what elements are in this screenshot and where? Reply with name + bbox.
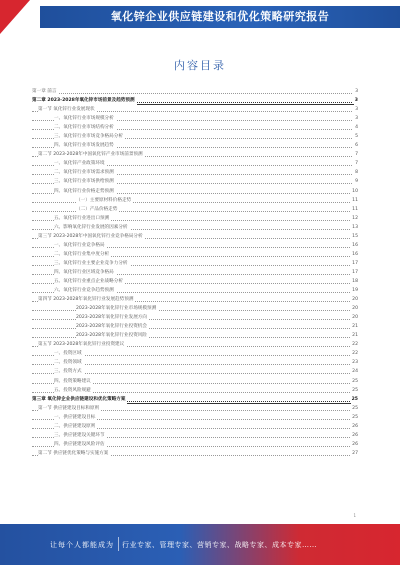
toc-entry[interactable] — [32, 277, 358, 286]
toc-entry-page: 4 — [355, 125, 358, 131]
toc-entry-label: 第一章 前言 — [32, 89, 57, 94]
toc-entry-label: 第二章 2023-2028年氧化锌市场前景及趋势预测 — [32, 98, 135, 104]
toc-entry[interactable] — [32, 395, 358, 404]
toc-entry-page: 11 — [352, 206, 358, 212]
report-title: 氧化锌企业供应链建设和优化策略研究报告 — [110, 10, 330, 23]
toc-entry-label: 第四节 2023-2028年氧化锌行业发展趋势预测 — [38, 297, 134, 303]
toc-entry[interactable] — [32, 349, 358, 358]
toc-entry-page: 3 — [355, 89, 358, 94]
toc-entry-label: 三、投资方式 — [54, 369, 82, 375]
toc-entry[interactable] — [32, 422, 358, 431]
toc-entry[interactable] — [32, 250, 358, 259]
toc-entry-label: 第二节 2023-2028年中国氧化锌产业市场前景预测 — [38, 152, 143, 158]
toc-entry-page: 26 — [352, 423, 358, 429]
toc-entry-page: 25 — [352, 405, 358, 411]
toc-entry-label: 三、氧化锌行业市场竞争格局分析 — [54, 134, 123, 140]
toc-entry[interactable] — [32, 322, 358, 331]
table-of-contents — [32, 87, 358, 458]
toc-leader-dots — [32, 93, 352, 94]
toc-entry[interactable] — [32, 313, 358, 322]
toc-entry[interactable] — [32, 268, 358, 277]
toc-entry-label: 二、供应链建设原则 — [54, 423, 96, 429]
toc-entry-page: 16 — [352, 242, 358, 248]
toc-entry-label: 四、氧化锌行业价格走势预测 — [54, 188, 114, 194]
toc-entry-label: 四、投资策略建议 — [54, 378, 91, 384]
toc-entry[interactable] — [32, 196, 358, 205]
toc-entry-label: 五、投资风险规避 — [54, 387, 91, 393]
footer-divider — [118, 537, 119, 551]
toc-entry-page: 22 — [352, 351, 358, 357]
toc-entry-page: 16 — [352, 251, 358, 257]
toc-entry-page: 25 — [352, 378, 358, 384]
toc-entry-page: 25 — [352, 414, 358, 420]
toc-entry-label: 第二节 供应链优化策略与实施方案 — [38, 450, 109, 456]
toc-entry-page: 3 — [354, 98, 358, 104]
toc-entry-label: 六、影响氧化锌行业发展的因素分析 — [54, 224, 128, 230]
toc-entry-label: 三、供应链建设关键环节 — [54, 432, 105, 438]
toc-entry-page: 11 — [352, 197, 358, 203]
toc-entry[interactable] — [32, 440, 358, 449]
toc-entry-label: 2023-2028年氧化锌行业投资机会 — [76, 324, 147, 330]
toc-entry[interactable] — [32, 413, 358, 422]
toc-entry-label: 四、氧化锌行业市场发展趋势 — [54, 143, 114, 149]
toc-entry[interactable] — [32, 286, 358, 295]
toc-entry[interactable] — [32, 141, 358, 150]
toc-entry[interactable] — [32, 114, 358, 123]
toc-entry-page: 27 — [352, 450, 358, 456]
toc-entry-label: 二、氧化锌行业市场结构分析 — [54, 125, 114, 131]
toc-entry-label: 六、氧化锌行业竞争趋势预测 — [54, 288, 114, 294]
toc-entry-page: 7 — [355, 152, 358, 158]
toc-entry-page: 22 — [352, 342, 358, 348]
toc-entry-label: 二、投资领域 — [54, 360, 82, 366]
toc-entry-label: 一、投资区域 — [54, 351, 82, 357]
toc-entry[interactable] — [32, 241, 358, 250]
toc-entry[interactable] — [32, 340, 358, 349]
toc-entry-page: 10 — [352, 188, 358, 194]
toc-entry[interactable] — [32, 232, 358, 241]
toc-entry-label: 三、氧化锌行业市场供给预测 — [54, 179, 114, 185]
toc-entry[interactable] — [32, 132, 358, 141]
toc-entry[interactable] — [32, 168, 358, 177]
toc-entry-label: 一、供应链建设目标 — [54, 414, 96, 420]
report-header — [0, 0, 400, 36]
toc-entry-label: 二、氧化锌行业市场需求预测 — [54, 170, 114, 176]
toc-entry-label: 四、供应链建设风险评估 — [54, 441, 105, 447]
toc-entry-page: 6 — [355, 143, 358, 149]
toc-entry[interactable] — [32, 105, 358, 114]
toc-entry-label: 2023-2028年氧化锌行业市场规模预测 — [76, 306, 157, 312]
toc-entry-page: 25 — [351, 396, 358, 402]
toc-entry-label: 第一节 氧化锌行业发展现状 — [38, 107, 95, 113]
toc-entry-page: 3 — [355, 116, 358, 122]
toc-entry[interactable] — [32, 96, 358, 105]
header-red-corner — [0, 0, 30, 34]
toc-entry[interactable] — [32, 223, 358, 232]
toc-entry[interactable] — [32, 87, 358, 96]
toc-entry-label: 三、氧化锌行业主要企业竞争力分析 — [54, 260, 128, 266]
toc-entry-page: 20 — [352, 297, 358, 303]
toc-entry[interactable] — [32, 331, 358, 340]
toc-entry-page: 15 — [352, 233, 358, 239]
toc-entry-label: 2023-2028年氧化锌行业发展方向 — [76, 315, 147, 321]
footer-expert-list: 行业专家、管理专家、营销专家、战略专家、成本专家…… — [122, 541, 317, 549]
toc-entry-label: （二）产品价格走势 — [76, 206, 118, 212]
toc-entry[interactable] — [32, 187, 358, 196]
toc-entry-label: 四、氧化锌行业区域竞争格局 — [54, 269, 114, 275]
toc-entry[interactable] — [32, 431, 358, 440]
toc-entry-label: （一）主要原材料价格走势 — [76, 197, 132, 203]
toc-entry-page: 25 — [352, 387, 358, 393]
toc-entry[interactable] — [32, 377, 358, 386]
toc-entry-label: 一、氧化锌行业竞争格局 — [54, 242, 105, 248]
toc-entry-label: 五、氧化锌行业重点企业战略分析 — [54, 278, 123, 284]
toc-entry[interactable] — [32, 123, 358, 132]
toc-entry[interactable] — [32, 367, 358, 376]
toc-entry-page: 8 — [355, 170, 358, 176]
toc-entry[interactable] — [32, 449, 358, 458]
toc-entry-page: 23 — [352, 360, 358, 366]
toc-entry-page: 17 — [352, 269, 358, 275]
toc-entry-page: 21 — [352, 333, 358, 339]
toc-entry-page: 26 — [352, 441, 358, 447]
toc-entry-page: 24 — [352, 369, 358, 375]
toc-entry-label: 第一节 供应链建设目标和原则 — [38, 405, 100, 411]
toc-entry[interactable] — [32, 177, 358, 186]
toc-entry-label: 第五节 2023-2028年氧化锌行业投资建议 — [38, 342, 125, 348]
toc-entry[interactable] — [32, 205, 358, 214]
toc-entry-page: 3 — [355, 107, 358, 113]
toc-entry[interactable] — [32, 259, 358, 268]
toc-entry-page: 21 — [352, 324, 358, 330]
toc-entry-page: 7 — [355, 161, 358, 167]
toc-entry-label: 第三节 2023-2028年中国氧化锌行业竞争格局分析 — [38, 233, 143, 239]
toc-entry[interactable] — [32, 150, 358, 159]
toc-entry-label: 五、氧化锌行业进出口预测 — [54, 215, 110, 221]
toc-entry-label: 第三章 氧化锌企业供应链建设和优化策略方案 — [32, 396, 126, 402]
toc-entry-page: 13 — [352, 224, 358, 230]
toc-entry-label: 2023-2028年氧化锌行业投资风险 — [76, 333, 147, 339]
toc-entry-page: 18 — [352, 278, 358, 284]
page-number: 1 — [353, 513, 356, 518]
toc-entry-label: 二、氧化锌行业集中度分析 — [54, 251, 110, 257]
toc-entry-page: 5 — [355, 134, 358, 140]
toc-entry-label: 一、氧化锌产业政策环境 — [54, 161, 105, 167]
toc-entry[interactable] — [32, 304, 358, 313]
toc-entry-page: 19 — [352, 288, 358, 294]
toc-entry[interactable] — [32, 358, 358, 367]
toc-entry-page: 20 — [352, 306, 358, 312]
toc-entry[interactable] — [32, 386, 358, 395]
toc-entry[interactable] — [32, 404, 358, 413]
toc-entry-page: 20 — [352, 315, 358, 321]
toc-heading: 内容目录 — [174, 59, 226, 72]
footer-banner — [0, 524, 400, 565]
toc-entry-page: 26 — [352, 432, 358, 438]
toc-entry[interactable] — [32, 214, 358, 223]
toc-entry-page: 12 — [352, 215, 358, 221]
toc-entry-label: 一、氧化锌行业市场规模分析 — [54, 116, 114, 122]
toc-entry-page: 9 — [355, 179, 358, 185]
toc-entry[interactable] — [32, 295, 358, 304]
toc-entry-page: 17 — [352, 260, 358, 266]
footer-slogan: 让每个人都能成为 — [50, 541, 114, 549]
toc-entry[interactable] — [32, 159, 358, 168]
